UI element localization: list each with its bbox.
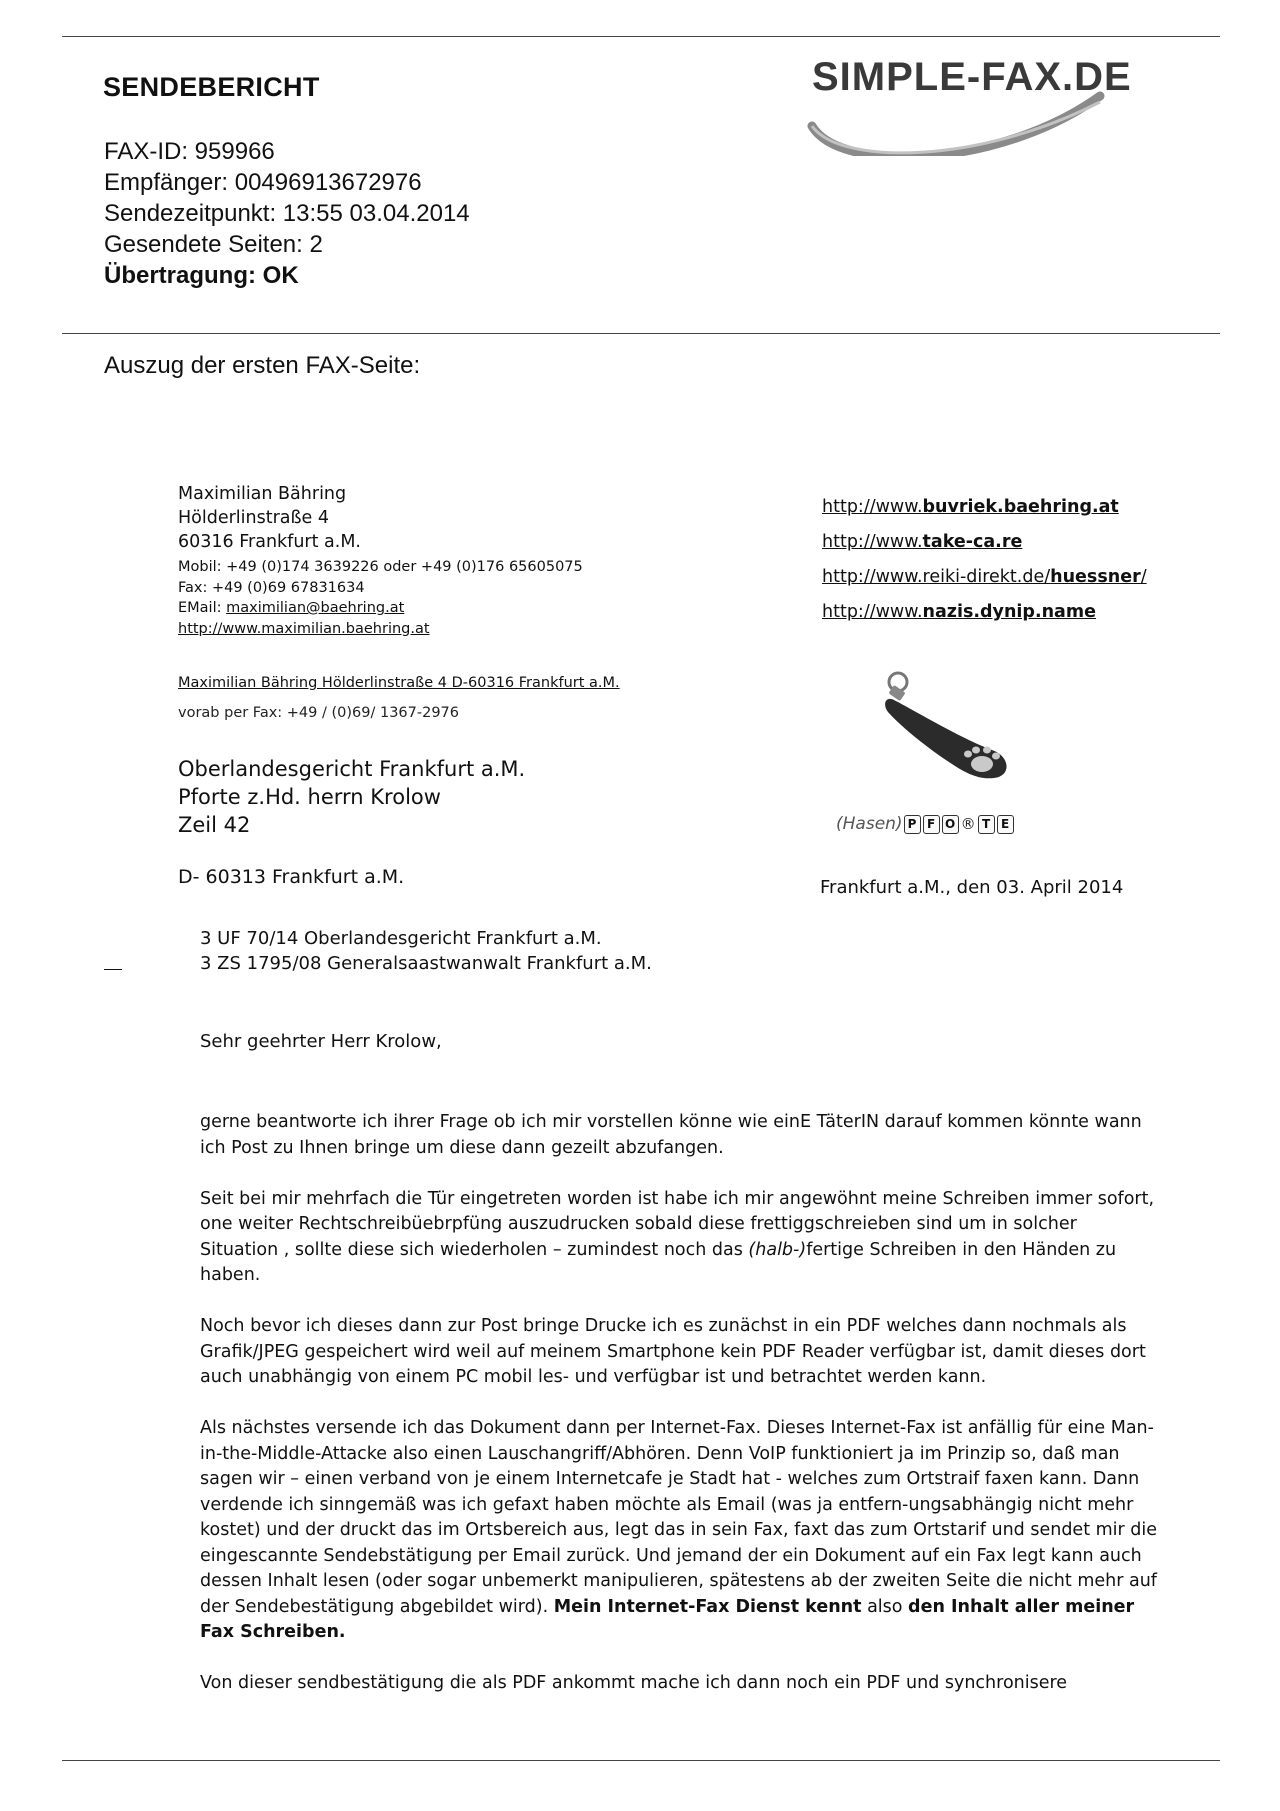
salutation: Sehr geehrter Herr Krolow, bbox=[200, 1031, 442, 1052]
reference-1: 3 UF 70/14 Oberlandesgericht Frankfurt a.M. bbox=[200, 928, 602, 949]
reference-2: 3 ZS 1795/08 Generalsaastwanwalt Frankfurt a.M. bbox=[200, 953, 652, 974]
return-address: Maximilian Bähring Hölderlinstraße 4 D-60316 Frankfurt a.M. bbox=[178, 675, 620, 691]
transmission-status: Übertragung: OK bbox=[104, 262, 299, 289]
recipient-line-2: Pforte z.Hd. herrn Krolow bbox=[178, 785, 441, 809]
key-p: P bbox=[904, 815, 921, 834]
pages-sent: Gesendete Seiten: 2 bbox=[104, 231, 323, 258]
middle-rule bbox=[62, 333, 1220, 334]
paw-keychain-image bbox=[860, 668, 1020, 783]
sender-name: Maximilian Bähring bbox=[178, 484, 347, 504]
recipient-number: Empfänger: 00496913672976 bbox=[104, 169, 422, 196]
link-reiki-direkt[interactable]: http://www.reiki-direkt.de/huessner/ bbox=[822, 567, 1147, 587]
paragraph-4: Als nächstes versende ich das Dokument dann per Internet-Fax. Dieses Internet-Fax ist anfällig für eine Man-in-the-Middle-Attacke also einen Lauschangriff/Abhören. Denn VoIP funktioniert ja im Prinzip so, daß man sagen wir – einen verband von je einem Internetcafe je Stadt hat - welches zum Ortstraif faxen kann. Dann verdende ich sinngemäß was ich gefaxt haben möchte als Email (was ja entfern-ungsabhängig nicht mehr kostet) und der druckt das im Ortsbereich aus, legt das in sein Fax, faxt das zum Ortstarif und sendet mir die eingescannte Sendebstätigung per Email zurück. Und jemand der ein Dokument auf ein Fax legt kann auch dessen Inhalt lesen (oder sogar unbemerkt manipulieren, spätestens ab der zweiten Seite die nicht mehr auf der Sendebestätigung abgebildet wird). Mein Internet-Fax Dienst kennt also den Inhalt aller meiner Fax Schreiben. bbox=[200, 1418, 1158, 1642]
sender-contact bbox=[178, 557, 583, 639]
paw-caption bbox=[836, 814, 1015, 834]
bottom-rule bbox=[62, 1760, 1220, 1761]
date-line: Frankfurt a.M., den 03. April 2014 bbox=[820, 877, 1124, 898]
key-f: F bbox=[923, 815, 940, 834]
key-o: O bbox=[942, 815, 959, 834]
sender-address bbox=[178, 482, 361, 554]
paragraph-2: Seit bei mir mehrfach die Tür eingetreten worden ist habe ich mir angewöhnt meine Schreiben immer sofort, one weiter Rechtschreibüebrpfüng auszudrucken sobald diese frettiggschreieben sind um in solcher Situation , sollte diese sich wiederholen – zumindest noch das (halb-)fertige Schreiben in den Händen zu haben. bbox=[200, 1188, 1155, 1285]
paragraph-1: gerne beantworte ich ihrer Frage ob ich mir vorstellen könne wie einE TäterIN darauf kommen könnte wann ich Post zu Ihnen bringe um diese dann gezeilt abzufangen. bbox=[200, 1112, 1142, 1158]
key-e: E bbox=[997, 815, 1014, 834]
link-buvriek[interactable]: http://www.buvriek.baehring.at bbox=[822, 497, 1119, 517]
paw-keychain-icon bbox=[860, 668, 1020, 783]
recipient-line-3: Zeil 42 bbox=[178, 813, 251, 837]
logo-swoosh-icon bbox=[800, 56, 1210, 156]
recipient-line-1: Oberlandesgericht Frankfurt a.M. bbox=[178, 757, 526, 781]
registered-mark: ® bbox=[960, 815, 976, 833]
recipient-city: D- 60313 Frankfurt a.M. bbox=[178, 866, 405, 888]
link-nazis-dynip[interactable]: http://www.nazis.dynip.name bbox=[822, 602, 1096, 622]
sender-street: Hölderlinstraße 4 bbox=[178, 508, 329, 528]
sender-city: 60316 Frankfurt a.M. bbox=[178, 532, 361, 552]
link-take-care[interactable]: http://www.take-ca.re bbox=[822, 532, 1023, 552]
simple-fax-logo bbox=[800, 56, 1210, 156]
sender-mobile: Mobil: +49 (0)174 3639226 oder +49 (0)176 65605075 bbox=[178, 559, 583, 575]
excerpt-label: Auszug der ersten FAX-Seite: bbox=[104, 352, 421, 379]
sender-email-row: EMail: maximilian@baehring.at bbox=[178, 600, 405, 616]
sender-email-link[interactable]: maximilian@baehring.at bbox=[226, 600, 405, 616]
paw-caption-hasen: (Hasen) bbox=[836, 814, 903, 834]
logo-text: SIMPLE-FAX.DE bbox=[812, 56, 1132, 99]
fax-id: FAX-ID: 959966 bbox=[104, 138, 275, 165]
paragraph-3: Noch bevor ich dieses dann zur Post bringe Drucke ich es zunächst in ein PDF welches dann nochmals als Grafik/JPEG gespeichert wird weil auf meinem Smartphone kein PDF Reader verfügbar ist, damit dieses dort auch unabhängig von einem PC mobil les- und verfügbar ist und betrachtet werden kann. bbox=[200, 1316, 1146, 1387]
top-rule bbox=[62, 36, 1220, 37]
sender-fax: Fax: +49 (0)69 67831634 bbox=[178, 579, 365, 596]
report-title: SENDEBERICHT bbox=[103, 72, 320, 102]
letter-body bbox=[200, 1110, 1160, 1722]
recipient-address bbox=[178, 755, 525, 839]
fold-mark bbox=[104, 969, 122, 970]
key-t: T bbox=[978, 815, 995, 834]
sender-website-link[interactable]: http://www.maximilian.baehring.at bbox=[178, 620, 430, 637]
link-list bbox=[822, 490, 1147, 630]
report-info bbox=[104, 136, 470, 291]
case-references bbox=[200, 926, 652, 976]
paragraph-5: Von dieser sendbestätigung die als PDF ankommt mache ich dann noch ein PDF und synchronisere bbox=[200, 1673, 1068, 1693]
fax-line: vorab per Fax: +49 / (0)69/ 1367-2976 bbox=[178, 705, 460, 721]
send-time: Sendezeitpunkt: 13:55 03.04.2014 bbox=[104, 200, 470, 227]
